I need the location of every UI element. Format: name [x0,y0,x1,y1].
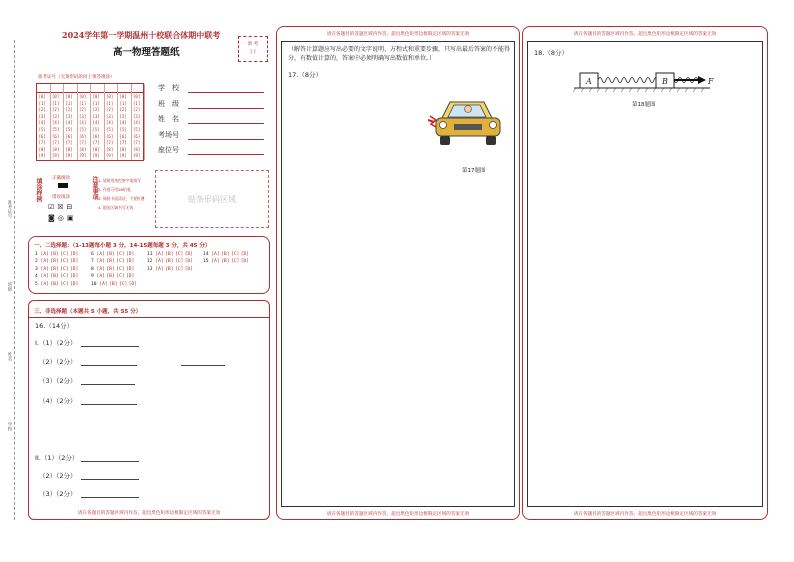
correct-fill-label: 正确填涂 [52,176,70,181]
exam-number-grid[interactable] [36,83,144,161]
exam-number-bubble[interactable]: [2] [79,107,87,113]
choice-number: 4 [35,274,41,280]
exam-number-bubble[interactable]: [9] [133,153,141,159]
exam-number-bubble[interactable]: [5] [106,127,114,132]
exam-number-bubble[interactable]: [6] [38,133,46,139]
exam-number-bubble[interactable]: [8] [133,146,141,152]
choice-bubble[interactable]: [D] [125,266,135,272]
info-field-label: 座位号 [158,146,179,154]
q16-part1: I.（1）（2分） [35,339,77,347]
exam-number-bubble[interactable]: [4] [65,120,73,126]
wrong-fill-marks: ☑☒⊟ [48,203,76,211]
choice-bubble[interactable]: [A] [155,259,164,265]
exam-number-bubble[interactable]: [7] [65,140,73,146]
choice-number: 10 [91,281,100,287]
section3-title: 三、非选择题（本题共 5 小题，共 55 分） [34,309,142,315]
choice-bubble[interactable]: [D] [125,274,135,280]
middle-panel [276,26,520,520]
choice-row [35,267,80,272]
exam-number-bubble[interactable]: [0] [65,94,73,99]
choice-number: 14 [203,252,212,257]
right-answer-frame [527,41,763,507]
choice-row [203,259,251,264]
choice-bubble[interactable]: [C] [60,281,69,287]
side-label-school: 学校 [7,422,12,431]
choice-number: 9 [91,274,97,280]
exam-number-bubble[interactable]: [1] [38,100,46,106]
exam-number-bubble[interactable]: [7] [79,140,87,146]
choice-bubble[interactable]: [B] [106,266,115,272]
exam-number-bubble[interactable]: [6] [119,133,127,139]
force-label: F [708,77,714,86]
exam-number-bubble[interactable]: [9] [52,153,60,159]
choice-row [35,252,80,257]
exam-number-bubble[interactable]: [1] [92,100,100,106]
section3-title-rule [29,317,269,318]
exam-number-bubble[interactable]: [2] [65,107,73,113]
choice-bubble[interactable]: [D] [240,259,250,265]
choice-number: 1 [35,252,41,257]
exam-number-bubble[interactable]: [9] [92,153,100,159]
q17-label: 17.（8分） [288,71,322,79]
choice-bubble[interactable]: [A] [40,259,49,265]
choice-number: 7 [91,259,97,265]
choice-bubble[interactable]: [B] [50,266,59,272]
fill-example-panel [30,172,152,228]
choice-bubble[interactable]: [D] [184,259,194,265]
exam-number-bubble[interactable]: [7] [119,140,127,146]
choice-row [35,274,80,279]
exam-number-bubble[interactable]: [3] [52,113,60,119]
choice-row [35,282,80,287]
exam-number-bubble[interactable]: [6] [106,133,114,139]
exam-number-bubble[interactable]: [9] [38,153,46,159]
choice-bubble[interactable]: [C] [116,259,125,265]
q16-2: （2）（2分） [39,358,77,366]
exam-number-bubble[interactable]: [9] [106,153,114,159]
choice-bubble[interactable]: [C] [174,266,184,272]
exam-number-bubble[interactable]: [3] [119,113,127,119]
choice-row [91,252,136,257]
exam-number-bubble[interactable]: [5] [38,127,46,132]
exam-number-bubble[interactable]: [0] [79,94,87,99]
exam-number-bubble[interactable]: [7] [52,140,60,146]
exam-number-bubble[interactable]: [1] [65,100,73,106]
choice-bubble[interactable]: [A] [211,252,220,257]
q16-4-answer-line[interactable] [81,404,137,405]
choice-row [91,274,136,279]
note-item: 4. 超出区域书写无效 [98,205,134,210]
exam-number-bubble[interactable]: [7] [38,140,46,146]
side-label-name: 姓名 [7,352,12,361]
exam-number-bubble[interactable]: [3] [92,113,100,119]
choice-bubble[interactable]: [C] [116,274,125,280]
exam-number-bubble[interactable]: [3] [106,113,114,119]
q16-3: （3）（2分） [39,377,77,385]
exam-number-bubble[interactable]: [6] [92,133,100,139]
info-field-input-line[interactable] [188,108,264,109]
choice-bubble[interactable]: [D] [125,252,135,257]
side-label-class: 班级 [7,282,12,291]
block-a-label: A [586,77,592,86]
right-top-warning: 请在各题目的答题区域内作答，超出黑色矩形边框限定区域的答案无效 [573,32,717,37]
choice-row [147,267,195,272]
exam-number-bubble[interactable]: [1] [119,100,127,106]
barcode-area-label: 贴条形码区域 [188,194,236,204]
choice-bubble[interactable]: [C] [116,252,125,257]
q18-spring-figure [572,66,722,94]
correct-fill-mark [58,183,68,188]
section3-panel [28,300,270,520]
choice-number: 11 [147,252,156,257]
choice-bubble[interactable]: [C] [174,259,184,265]
q16-2-answer-line-b[interactable] [181,365,225,366]
fill-example-title: 填涂样例 [35,178,42,202]
sheet-title: 高一物理答题纸 [113,47,180,58]
q16-ii-1-answer-line[interactable] [81,461,139,462]
exam-type-label: 新 考 [247,42,259,47]
choice-row [147,252,195,257]
choice-bubble[interactable]: [B] [50,259,59,265]
exam-number-bubble[interactable]: [6] [52,133,60,139]
section1-title: 一、二选择题：（1-13题每小题 3 分，14-15题每题 3 分，共 45 分） [34,243,211,249]
exam-number-bubble[interactable]: [2] [38,107,46,113]
left-bottom-warning: 请在各题目的答题区域内作答，超出黑色矩形边框限定区域的答案无效 [77,511,221,516]
exam-number-bubble[interactable]: [0] [106,94,114,99]
middle-instruction: （解答计算题应写出必要的文字说明、方程式和重要步骤，只写出最后答案的不能得分，有数值计算的，答案中必须明确写出数值和单位。） [288,46,511,62]
exam-number-bubble[interactable]: [6] [79,133,87,139]
exam-number-bubble[interactable]: [4] [106,120,114,126]
exam-number-bubble[interactable]: [5] [133,127,141,132]
choice-bubble[interactable]: [B] [106,259,115,265]
middle-top-warning: 请在各题目的答题区域内作答，超出黑色矩形边框限定区域的答案无效 [326,32,470,37]
q16-ii-3-answer-line[interactable] [81,497,139,498]
choice-bubble[interactable]: [C] [60,274,69,280]
choice-bubble[interactable]: [C] [60,252,69,257]
choice-bubble[interactable]: [C] [60,266,69,272]
choice-number: 12 [147,259,156,265]
exam-number-bubble[interactable]: [9] [65,153,73,159]
exam-number-bubble[interactable]: [2] [119,107,127,113]
info-field-label: 考场号 [158,130,179,139]
exam-number-bubble[interactable]: [3] [133,113,141,119]
q16-4: （4）（2分） [39,397,77,405]
choice-bubble[interactable]: [B] [106,274,115,280]
exam-number-bubble[interactable]: [8] [52,146,60,152]
q16-2-answer-line-a[interactable] [81,365,137,366]
exam-number-bubble[interactable]: [8] [79,146,87,152]
wrong-fill-marks-2: ◙◎▣ [48,214,77,222]
section1-panel [28,236,270,294]
exam-number-bubble[interactable]: [0] [92,94,100,99]
q18-figure-caption: 第18题图 [632,102,656,108]
exam-number-bubble[interactable]: [2] [92,107,100,113]
q16-1-answer-line[interactable] [81,346,139,347]
note-item: 3. 保持卡面清洁，不要折叠 [98,196,145,201]
exam-number-bubble[interactable]: [9] [119,153,127,159]
side-label-exam-number: 准考证号 [7,200,12,218]
exam-number-bubble[interactable]: [8] [92,146,100,152]
notes-list [98,178,145,214]
choice-bubble[interactable]: [C] [230,259,240,265]
choice-bubble[interactable]: [D] [240,252,250,257]
choice-row [203,252,251,257]
exam-number-bubble[interactable]: [8] [65,146,73,152]
q18-label: 18.（8分） [534,49,568,57]
choice-bubble[interactable]: [B] [109,281,118,287]
block-b-label: B [662,77,668,86]
choice-bubble[interactable]: [D] [184,252,194,257]
choice-row [91,259,136,264]
exam-number-bubble[interactable]: [1] [133,100,141,106]
exam-number-bubble[interactable]: [7] [133,140,141,146]
choice-bubble[interactable]: [A] [155,252,164,257]
choice-bubble[interactable]: [B] [165,259,174,265]
choice-bubble[interactable]: [B] [165,252,174,257]
exam-number-bubble[interactable]: [4] [119,120,127,126]
exam-number-bubble[interactable]: [9] [79,153,87,159]
notes-title: 注意事项 [91,176,98,200]
choice-bubble[interactable]: [A] [40,266,49,272]
exam-type-mark: [ ] [250,50,256,55]
exam-number-bubble[interactable]: [4] [52,120,60,126]
exam-number-bubble[interactable]: [5] [92,127,100,132]
exam-number-bubble[interactable]: [0] [133,94,141,99]
exam-number-bubble[interactable]: [2] [52,107,60,113]
choice-bubble[interactable]: [B] [50,252,59,257]
choice-bubble[interactable]: [B] [106,252,115,257]
exam-number-bubble[interactable]: [2] [106,107,114,113]
q16-ii-2-answer-line[interactable] [81,479,139,480]
info-field-input-line[interactable] [188,123,264,124]
exam-number-bubble[interactable]: [1] [79,100,87,106]
choice-bubble[interactable]: [B] [221,252,230,257]
choice-bubble[interactable]: [A] [99,281,108,287]
choice-number: 2 [35,259,41,265]
exam-number-bubble[interactable]: [8] [38,146,46,152]
wrong-fill-label: 错误填涂 [52,195,70,200]
info-field-input-line[interactable] [188,154,264,155]
exam-number-bubble[interactable]: [8] [119,146,127,152]
choice-number: 15 [203,259,212,265]
choice-number: 3 [35,266,41,272]
exam-number-bubble[interactable]: [7] [106,140,114,146]
right-bottom-warning: 请在各题目的答题区域内作答，超出黑色矩形边框限定区域的答案无效 [573,512,717,517]
choice-bubble[interactable]: [D] [69,259,79,265]
exam-title: 2024学年第一学期温州十校联合体期中联考 [62,30,221,40]
q17-figure-caption: 第17题图 [462,168,486,174]
choice-bubble[interactable]: [D] [69,274,79,280]
note-item: 2. 作图可用2B铅笔 [98,187,131,192]
exam-number-bubble[interactable]: [4] [133,120,141,126]
middle-bottom-warning: 请在各题目的答题区域内作答，超出黑色矩形边框限定区域的答案无效 [326,512,470,517]
q17-car-figure [428,92,508,150]
choice-bubble[interactable]: [C] [60,259,69,265]
choice-bubble[interactable]: [C] [230,252,240,257]
exam-number-bubble[interactable]: [5] [79,127,87,132]
choice-number: 8 [91,266,97,272]
choice-bubble[interactable]: [A] [40,252,49,257]
info-field-label: 学 校 [158,84,179,92]
middle-answer-frame [281,41,515,507]
choice-bubble[interactable]: [B] [165,266,174,272]
exam-number-bubble[interactable]: [3] [38,113,46,119]
choice-row [91,267,136,272]
exam-number-bubble[interactable]: [8] [106,146,114,152]
exam-number-bubble[interactable]: [3] [79,113,87,119]
choice-bubble[interactable]: [A] [96,259,105,265]
exam-number-bubble[interactable]: [5] [65,127,73,132]
choice-row [35,259,80,264]
choice-bubble[interactable]: [C] [118,281,128,287]
choice-row [91,282,139,287]
right-panel [522,26,768,520]
choice-bubble[interactable]: [A] [155,266,164,272]
choice-bubble[interactable]: [D] [69,281,79,287]
info-field-input-line[interactable] [188,139,264,140]
choice-bubble[interactable]: [C] [116,266,125,272]
note-item: 1. 请使用黑色签字笔填写 [98,178,141,183]
exam-type-box [238,36,268,62]
choice-bubble[interactable]: [A] [211,259,220,265]
choice-row [147,259,195,264]
exam-number-bubble[interactable]: [3] [65,113,73,119]
q16-3-answer-line[interactable] [81,384,135,385]
q16-ii-2: （2）（2分） [39,472,77,480]
exam-number-bubble[interactable]: [0] [38,94,46,99]
choice-bubble[interactable]: [B] [50,274,59,280]
exam-number-bubble[interactable]: [6] [65,133,73,139]
choice-bubble[interactable]: [A] [40,274,49,280]
choice-number: 6 [91,252,97,257]
choice-bubble[interactable]: [A] [96,252,105,257]
exam-number-bubble[interactable]: [4] [38,120,46,126]
choice-number: 5 [35,281,41,287]
choice-bubble[interactable]: [A] [40,281,49,287]
exam-number-label: 准考证号（无条形码的同上须答填涂） [38,75,115,80]
choice-bubble[interactable]: [D] [184,266,194,272]
q16-ii-3: （3）（2分） [39,490,77,498]
choice-bubble[interactable]: [A] [96,266,105,272]
info-field-label: 班 级 [158,99,179,108]
choice-bubble[interactable]: [D] [128,281,138,287]
choice-bubble[interactable]: [B] [221,259,230,265]
choice-bubble[interactable]: [D] [69,266,79,272]
choice-bubble[interactable]: [D] [125,259,135,265]
info-field-label: 姓 名 [158,115,179,123]
choice-number: 13 [147,266,156,272]
exam-number-bubble[interactable]: [4] [79,120,87,126]
info-field-input-line[interactable] [188,92,264,93]
exam-number-bubble[interactable]: [5] [52,127,60,132]
exam-number-bubble[interactable]: [1] [106,100,114,106]
exam-number-bubble[interactable]: [1] [52,100,60,106]
exam-number-bubble[interactable]: [0] [119,94,127,99]
choice-bubble[interactable]: [A] [96,274,105,280]
choice-bubble[interactable]: [D] [69,252,79,257]
choice-bubble[interactable]: [C] [174,252,184,257]
choice-bubble[interactable]: [B] [50,281,59,287]
exam-number-bubble[interactable]: [6] [133,133,141,139]
exam-number-bubble[interactable]: [5] [119,127,127,132]
side-cut-line [14,40,15,520]
exam-number-bubble[interactable]: [7] [92,140,100,146]
barcode-area [155,170,269,228]
q16-label: 16.（14分） [35,322,74,330]
exam-number-bubble[interactable]: [4] [92,120,100,126]
exam-number-bubble[interactable]: [2] [133,107,141,113]
exam-number-bubble[interactable]: [0] [52,94,60,99]
q16-part2: II.（1）（2分） [35,454,79,462]
